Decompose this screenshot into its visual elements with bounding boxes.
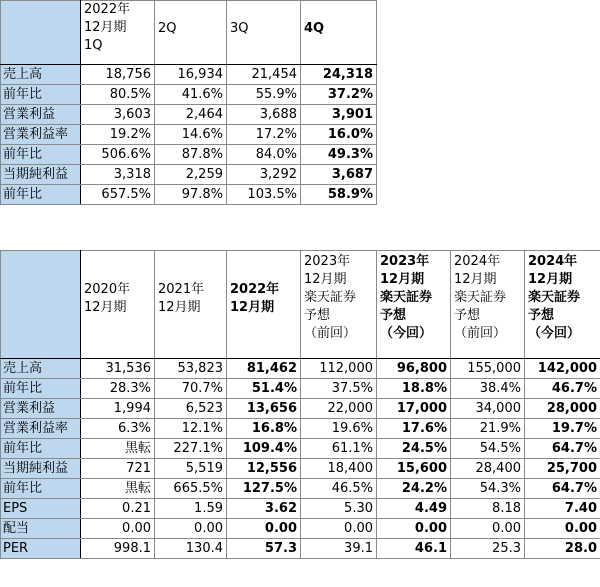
cell: 24,318 — [301, 65, 377, 85]
cell: 22,000 — [301, 399, 377, 419]
cell: 46.5% — [301, 479, 377, 499]
row-label: 前年比 — [1, 479, 81, 499]
header-cell-2q: 2Q — [155, 1, 227, 65]
cell: 16.0% — [301, 125, 377, 145]
row-label: 前年比 — [1, 85, 81, 105]
row-label: 前年比 — [1, 145, 81, 165]
annual-results-table — [0, 250, 600, 559]
row-label: 前年比 — [1, 439, 81, 459]
table-row — [1, 85, 377, 105]
table-row — [1, 65, 377, 85]
cell: 84.0% — [227, 145, 301, 165]
header-cell-fy2023-prev: 2023年 12月期 楽天証券 予想 （前回） — [301, 251, 377, 359]
cell: 37.5% — [301, 379, 377, 399]
cell: 2,464 — [155, 105, 227, 125]
quarterly-results-table — [0, 0, 377, 205]
table-row — [1, 499, 600, 519]
header-cell-fy2022: 2022年 12月期 — [227, 251, 301, 359]
cell: 37.2% — [301, 85, 377, 105]
cell: 5,519 — [155, 459, 227, 479]
cell: 21,454 — [227, 65, 301, 85]
cell: 998.1 — [81, 539, 155, 559]
row-label: PER — [1, 539, 81, 559]
cell: 0.00 — [525, 519, 600, 539]
cell: 0.00 — [377, 519, 451, 539]
cell: 28.0 — [525, 539, 600, 559]
cell: 46.1 — [377, 539, 451, 559]
cell: 58.9% — [301, 185, 377, 205]
table-row — [1, 479, 600, 499]
table-row — [1, 399, 600, 419]
cell: 19.7% — [525, 419, 600, 439]
cell: 15,600 — [377, 459, 451, 479]
cell: 53,823 — [155, 359, 227, 379]
table-row — [1, 185, 377, 205]
cell: 28,400 — [451, 459, 525, 479]
cell: 39.1 — [301, 539, 377, 559]
cell: 5.30 — [301, 499, 377, 519]
cell: 12,556 — [227, 459, 301, 479]
header-cell-fy2021: 2021年 12月期 — [155, 251, 227, 359]
cell: 25,700 — [525, 459, 600, 479]
cell: 46.7% — [525, 379, 600, 399]
cell: 3,688 — [227, 105, 301, 125]
cell: 721 — [81, 459, 155, 479]
cell: 28.3% — [81, 379, 155, 399]
cell: 21.9% — [451, 419, 525, 439]
cell: 3,603 — [81, 105, 155, 125]
cell: 97.8% — [155, 185, 227, 205]
cell: 4.49 — [377, 499, 451, 519]
header-corner-cell — [1, 1, 81, 65]
cell: 61.1% — [301, 439, 377, 459]
cell: 142,000 — [525, 359, 600, 379]
cell: 0.00 — [155, 519, 227, 539]
row-label: 前年比 — [1, 185, 81, 205]
cell: 665.5% — [155, 479, 227, 499]
header-cell-fy2024-current: 2024年 12月期 楽天証券 予想 （今回） — [525, 251, 600, 359]
cell: 24.2% — [377, 479, 451, 499]
cell: 17.2% — [227, 125, 301, 145]
cell: 49.3% — [301, 145, 377, 165]
cell: 12.1% — [155, 419, 227, 439]
table-row — [1, 165, 377, 185]
cell: 17.6% — [377, 419, 451, 439]
table-row — [1, 379, 600, 399]
table-row — [1, 145, 377, 165]
cell: 25.3 — [451, 539, 525, 559]
cell: 80.5% — [81, 85, 155, 105]
cell: 13,656 — [227, 399, 301, 419]
row-label: 売上高 — [1, 65, 81, 85]
cell: 103.5% — [227, 185, 301, 205]
cell: 6.3% — [81, 419, 155, 439]
cell: 3,292 — [227, 165, 301, 185]
cell: 2,259 — [155, 165, 227, 185]
table-row — [1, 125, 377, 145]
table-row — [1, 439, 600, 459]
cell: 81,462 — [227, 359, 301, 379]
cell: 657.5% — [81, 185, 155, 205]
table-row — [1, 459, 600, 479]
table-row — [1, 539, 600, 559]
cell: 3.62 — [227, 499, 301, 519]
cell: 87.8% — [155, 145, 227, 165]
row-label: EPS — [1, 499, 81, 519]
row-label: 営業利益 — [1, 399, 81, 419]
cell: 1,994 — [81, 399, 155, 419]
cell: 14.6% — [155, 125, 227, 145]
cell: 130.4 — [155, 539, 227, 559]
cell: 54.5% — [451, 439, 525, 459]
header-cell-fy2023-current: 2023年 12月期 楽天証券 予想 （今回） — [377, 251, 451, 359]
cell: 54.3% — [451, 479, 525, 499]
cell: 16,934 — [155, 65, 227, 85]
cell: 17,000 — [377, 399, 451, 419]
header-cell-fy2020: 2020年 12月期 — [81, 251, 155, 359]
cell: 1.59 — [155, 499, 227, 519]
header-cell-1q: 2022年 12月期 1Q — [81, 1, 155, 65]
cell: 6,523 — [155, 399, 227, 419]
row-label: 売上高 — [1, 359, 81, 379]
cell: 16.8% — [227, 419, 301, 439]
header-cell-4q: 4Q — [301, 1, 377, 65]
cell: 黒転 — [81, 479, 155, 499]
cell: 64.7% — [525, 479, 600, 499]
cell: 41.6% — [155, 85, 227, 105]
cell: 112,000 — [301, 359, 377, 379]
cell: 8.18 — [451, 499, 525, 519]
cell: 506.6% — [81, 145, 155, 165]
cell: 55.9% — [227, 85, 301, 105]
cell: 18,756 — [81, 65, 155, 85]
row-label: 営業利益 — [1, 105, 81, 125]
cell: 3,318 — [81, 165, 155, 185]
cell: 24.5% — [377, 439, 451, 459]
cell: 227.1% — [155, 439, 227, 459]
cell: 57.3 — [227, 539, 301, 559]
header-cell-fy2024-prev: 2024年 12月期 楽天証券 予想 （前回） — [451, 251, 525, 359]
cell: 70.7% — [155, 379, 227, 399]
cell: 0.00 — [227, 519, 301, 539]
row-label: 前年比 — [1, 379, 81, 399]
row-label: 営業利益率 — [1, 419, 81, 439]
cell: 3,687 — [301, 165, 377, 185]
cell: 64.7% — [525, 439, 600, 459]
cell: 0.00 — [81, 519, 155, 539]
cell: 18,400 — [301, 459, 377, 479]
cell: 7.40 — [525, 499, 600, 519]
cell: 51.4% — [227, 379, 301, 399]
row-label: 配当 — [1, 519, 81, 539]
table-row — [1, 105, 377, 125]
cell: 黒転 — [81, 439, 155, 459]
header-cell-3q: 3Q — [227, 1, 301, 65]
cell: 0.00 — [301, 519, 377, 539]
cell: 3,901 — [301, 105, 377, 125]
cell: 127.5% — [227, 479, 301, 499]
cell: 19.2% — [81, 125, 155, 145]
cell: 18.8% — [377, 379, 451, 399]
table-row — [1, 419, 600, 439]
cell: 31,536 — [81, 359, 155, 379]
row-label: 営業利益率 — [1, 125, 81, 145]
header-corner-cell — [1, 251, 81, 359]
cell: 0.00 — [451, 519, 525, 539]
cell: 109.4% — [227, 439, 301, 459]
table-row — [1, 359, 600, 379]
cell: 0.21 — [81, 499, 155, 519]
row-label: 当期純利益 — [1, 459, 81, 479]
cell: 34,000 — [451, 399, 525, 419]
cell: 155,000 — [451, 359, 525, 379]
row-label: 当期純利益 — [1, 165, 81, 185]
cell: 96,800 — [377, 359, 451, 379]
cell: 28,000 — [525, 399, 600, 419]
cell: 38.4% — [451, 379, 525, 399]
cell: 19.6% — [301, 419, 377, 439]
table-row — [1, 519, 600, 539]
